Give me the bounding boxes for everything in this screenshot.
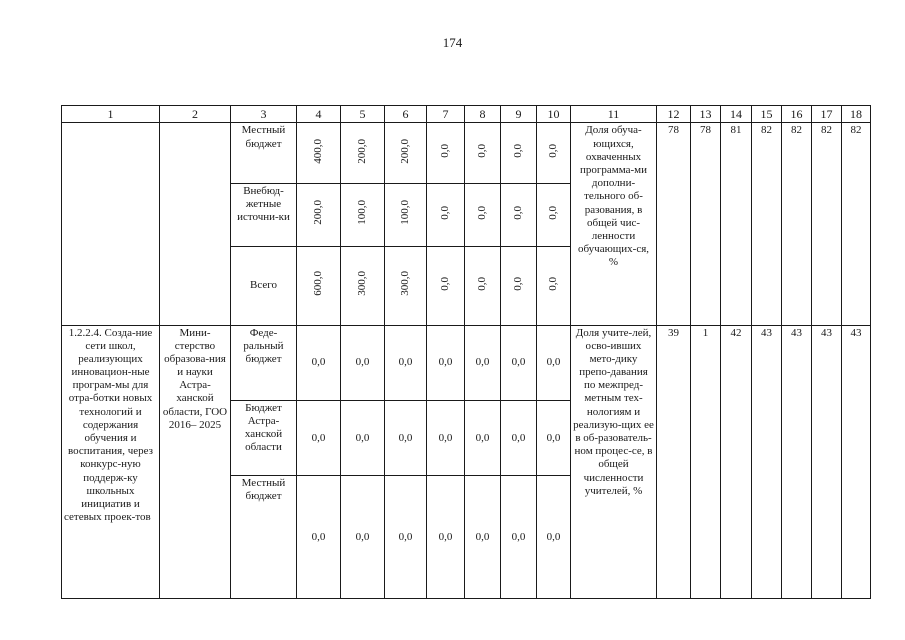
measure-cell-empty [62,123,160,325]
column-header: 8 [465,106,501,123]
executor-cell: Мини-стерство образова-ния и науки Астра-ханской области, ГОО 2016– 2025 [160,325,231,598]
value-cell: 0,0 [341,476,385,599]
value-cell: 0,0 [501,183,537,246]
value-cell: 0,0 [537,123,571,183]
target-cell: 1 [691,325,721,598]
value-cell: 0,0 [537,476,571,599]
value-cell: 0,0 [297,325,341,400]
value-cell: 0,0 [427,476,465,599]
value-cell: 0,0 [427,247,465,325]
measure-cell: 1.2.2.4. Созда-ние сети школ, реализующих инновацион-ные програм-мы для отра-ботки новых технологий и содержания обучения и воспитания, через конкурс-ную поддерж-ку школьных инициатив и сетевых проек-тов [62,325,160,598]
value-cell: 0,0 [297,476,341,599]
value-cell: 300,0 [341,247,385,325]
value-cell: 0,0 [385,325,427,400]
column-header: 11 [571,106,657,123]
value-cell: 0,0 [427,183,465,246]
target-cell: 82 [752,123,782,325]
value-cell: 200,0 [341,123,385,183]
value-cell: 400,0 [297,123,341,183]
program-table [61,105,871,599]
source-cell: Местный бюджет [231,476,297,599]
value-cell: 300,0 [385,247,427,325]
target-cell: 82 [812,123,842,325]
value-cell: 200,0 [385,123,427,183]
target-cell: 81 [721,123,752,325]
value-cell: 0,0 [465,325,501,400]
page-number: 174 [442,35,463,50]
value-cell: 0,0 [501,247,537,325]
column-header: 6 [385,106,427,123]
value-cell: 0,0 [501,476,537,599]
source-cell: Всего [231,247,297,325]
column-header: 12 [657,106,691,123]
value-cell: 0,0 [465,476,501,599]
target-cell: 82 [782,123,812,325]
column-header: 4 [297,106,341,123]
source-cell: Местный бюджет [231,123,297,183]
target-cell: 82 [842,123,871,325]
target-cell: 43 [752,325,782,598]
target-cell: 39 [657,325,691,598]
executor-cell-empty [160,123,231,325]
target-cell: 43 [812,325,842,598]
target-cell: 78 [691,123,721,325]
column-header: 13 [691,106,721,123]
value-cell: 0,0 [341,325,385,400]
source-cell: Внебюд-жетные источни-ки [231,183,297,246]
column-header: 15 [752,106,782,123]
source-cell: Феде-ральный бюджет [231,325,297,400]
column-header: 9 [501,106,537,123]
column-header: 14 [721,106,752,123]
column-header: 7 [427,106,465,123]
value-cell: 0,0 [465,400,501,475]
value-cell: 0,0 [465,247,501,325]
indicator-cell: Доля обуча-ющихся, охваченных программа-ми дополни-тельного об-разования, в общей чис-ленности обучающих-ся, % [571,123,657,325]
value-cell: 0,0 [385,400,427,475]
value-cell: 0,0 [297,400,341,475]
column-header: 5 [341,106,385,123]
column-header: 1 [62,106,160,123]
column-header: 3 [231,106,297,123]
target-cell: 42 [721,325,752,598]
source-cell: Бюджет Астра-ханской области [231,400,297,475]
value-cell: 0,0 [427,123,465,183]
value-cell: 0,0 [427,400,465,475]
column-header: 10 [537,106,571,123]
column-header: 17 [812,106,842,123]
value-cell: 0,0 [385,476,427,599]
column-header: 18 [842,106,871,123]
value-cell: 0,0 [537,183,571,246]
target-cell: 78 [657,123,691,325]
table-row [62,325,871,400]
header-row [62,106,871,123]
value-cell: 0,0 [501,400,537,475]
value-cell: 100,0 [341,183,385,246]
value-cell: 200,0 [297,183,341,246]
value-cell: 0,0 [427,325,465,400]
value-cell: 0,0 [341,400,385,475]
target-cell: 43 [782,325,812,598]
value-cell: 100,0 [385,183,427,246]
value-cell: 0,0 [465,123,501,183]
target-cell: 43 [842,325,871,598]
value-cell: 0,0 [537,400,571,475]
column-header: 16 [782,106,812,123]
indicator-cell: Доля учите-лей, осво-ивших мето-дику препо-давания по межпред-метным тех-нологиям и реализую-щих ее в об-разователь-ном процес-се, в общей численности учителей, % [571,325,657,598]
value-cell: 600,0 [297,247,341,325]
value-cell: 0,0 [501,123,537,183]
value-cell: 0,0 [537,247,571,325]
value-cell: 0,0 [465,183,501,246]
value-cell: 0,0 [537,325,571,400]
value-cell: 0,0 [501,325,537,400]
table-row [62,123,871,183]
column-header: 2 [160,106,231,123]
